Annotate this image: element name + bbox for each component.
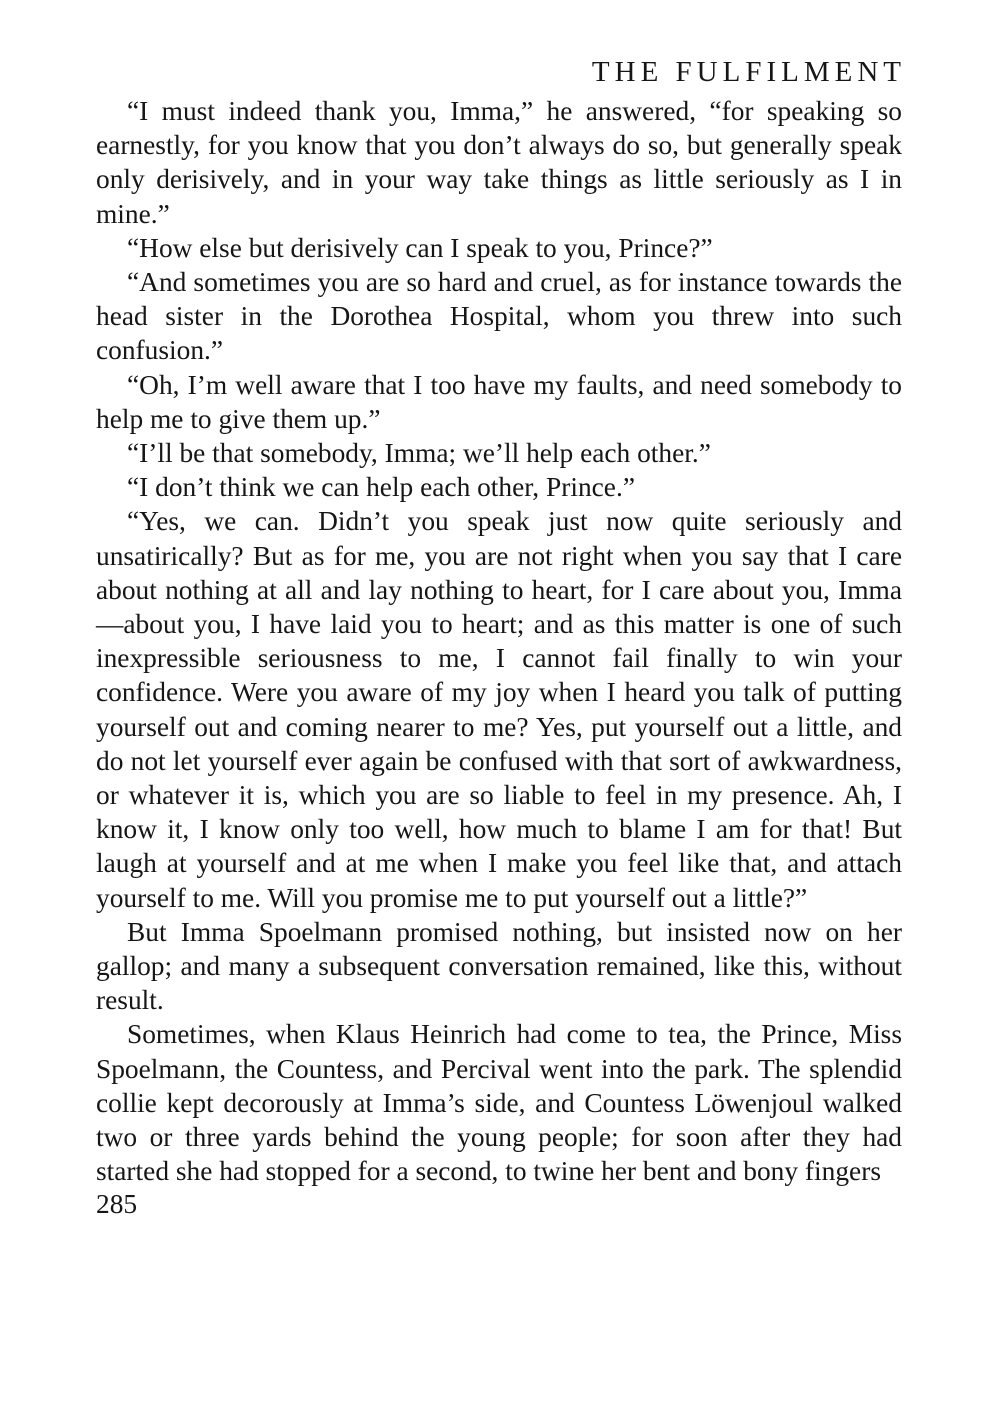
paragraph: “I’ll be that somebody, Imma; we’ll help each other.” (127, 438, 711, 469)
paragraph: “Yes, we can. Didn’t you speak just now quite seriously and unsatirically? But as for me, you are not right when you say that I care about nothing at all and lay nothing to heart, for I care about you, Imma—about you, I have laid you to heart; and as this matter is one of such inexpressible seriousness to me, I cannot fail finally to win your confidence. Were you aware of my joy when I heard you talk of putting yourself out and coming nearer to me? Yes, put yourself out a little, and do not let yourself ever again be confused with that sort of awkwardness, or whatever it is, which you are so liable to feel in my presence. Ah, I know it, I know only too well, how much to blame I am for that! But laugh at yourself and at me when I make you feel like that, and attach yourself to me. Will you promise me to put yourself out a little?” (96, 506, 902, 913)
paragraph: “How else but derisively can I speak to you, Prince?” (127, 232, 713, 263)
paragraph: “I don’t think we can help each other, Prince.” (127, 472, 635, 503)
running-header: THE FULFILMENT (591, 56, 906, 88)
page-number: 285 (96, 1188, 138, 1219)
paragraph: But Imma Spoelmann promised nothing, but insisted now on her gallop; and many a subsequent conversation remained, like this, without result. (96, 916, 902, 1016)
paragraph: “And sometimes you are so hard and cruel, as for instance towards the head sister in the Dorothea Hospital, whom you threw into such confusion.” (96, 267, 902, 366)
paragraph: “Oh, I’m well aware that I too have my faults, and need somebody to help me to give them up.” (96, 369, 902, 434)
book-page (96, 50, 906, 1221)
paragraph: Sometimes, when Klaus Heinrich had come to tea, the Prince, Miss Spoelmann, the Countess, and Percival went into the park. The splendid collie kept decorously at Imma’s side, and Countess Löwenjoul walked two or three yards behind the young people; for soon after they had started she had stopped for a second, to twine her bent and bony fingers (96, 1019, 902, 1187)
body-text (96, 94, 902, 1189)
paragraph: “I must indeed thank you, Imma,” he answered, “for speaking so earnestly, for you know that you don’t always do so, but generally speak only derisively, and in your way take things as little seriously as I in mine.” (96, 96, 902, 229)
